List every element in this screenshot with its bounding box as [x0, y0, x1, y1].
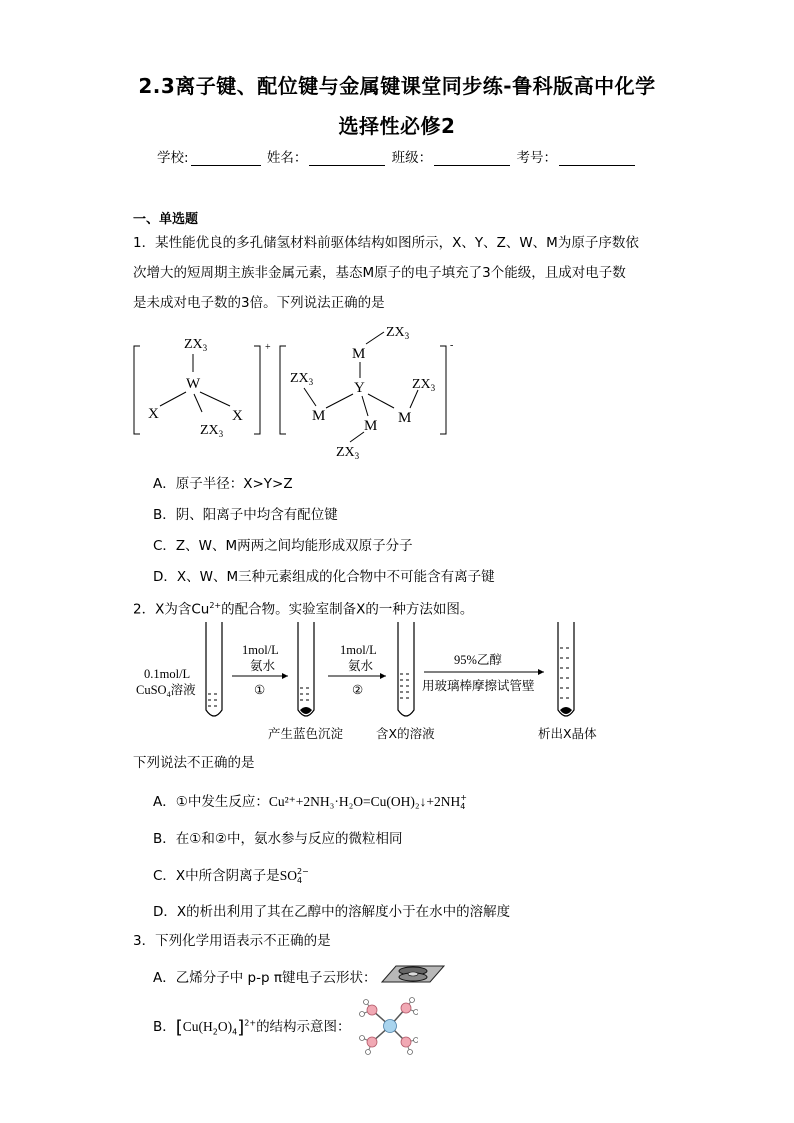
- q2-option-b[interactable]: B．在①和②中，氨水参与反应的微粒相同: [153, 831, 403, 847]
- section-heading: 一、单选题: [133, 212, 199, 227]
- start-solution-line1: 0.1mol/L: [144, 667, 191, 681]
- q2-stem-rest: 的配合物。实验室制备X的一种方法如图。: [221, 601, 474, 618]
- superscript: 2−: [296, 867, 309, 876]
- q1-stem-line: 1．某性能优良的多孔储氢材料前驱体结构如图所示，X、Y、Z、W、M为原子序数依: [133, 235, 639, 251]
- student-info-line: [0, 146, 794, 166]
- subscript: 3: [404, 331, 410, 341]
- q2-option-c-ion: SO: [279, 868, 297, 883]
- q3-option-b-label: B．: [153, 1019, 176, 1035]
- q2-option-a[interactable]: [153, 790, 467, 810]
- anion-group-top: ZX: [386, 325, 405, 340]
- subscript: 3: [308, 377, 314, 387]
- arrow1-reagent: 氨水: [250, 659, 276, 673]
- superscript: 2+: [209, 601, 222, 610]
- name-blank[interactable]: [309, 151, 385, 166]
- q3-option-a[interactable]: [153, 966, 376, 986]
- page-title-line1: 2.3离子键、配位键与金属键课堂同步练-鲁科版高中化学: [138, 74, 656, 98]
- q2-option-c[interactable]: [153, 864, 309, 884]
- pi-bond-electron-cloud-icon: [380, 962, 446, 986]
- cation-bottom-group: ZX: [200, 423, 219, 438]
- svg-text:ZX3: [336, 445, 360, 461]
- bracket-left: [: [175, 1017, 183, 1038]
- tube4-caption: 析出X晶体: [538, 726, 597, 741]
- name-label: 姓名：: [266, 150, 308, 166]
- anion-m-bottom: M: [364, 418, 378, 434]
- q2-stem-ion: Cu: [191, 601, 210, 618]
- q2-option-c-text: C．X中所含阴离子是: [153, 868, 280, 884]
- q2-lead: 下列说法不正确的是: [133, 755, 255, 771]
- class-label: 班级：: [391, 150, 433, 166]
- q3-option-b[interactable]: [153, 1015, 351, 1038]
- q1-option-a[interactable]: A．原子半径：X>Y>Z: [153, 476, 293, 492]
- anion-group-bottom: ZX: [336, 445, 355, 460]
- anion-group-right: ZX: [412, 377, 431, 392]
- subscript: 4: [460, 802, 466, 811]
- q2-procedure-diagram: [136, 618, 616, 748]
- q1-stem-line: 是未成对电子数的3倍。下列说法正确的是: [133, 295, 385, 311]
- subscript: 4: [166, 690, 171, 699]
- anion-m-left: M: [312, 408, 326, 424]
- cu-h2o-complex-model-icon: [358, 996, 418, 1058]
- arrow1-reagent-conc: 1mol/L: [242, 643, 279, 657]
- svg-text:ZX3: [386, 325, 410, 341]
- q1-stem-line: 次增大的短周期主族非金属元素，基态M原子的电子填充了3个能级，且成对电子数: [133, 265, 626, 281]
- arrow2-step: ②: [352, 683, 364, 697]
- q3-option-a-text: A．乙烯分子中 p-p π键电子云形状：: [153, 970, 377, 986]
- test-tube-1: [206, 622, 222, 716]
- arrow3-operation: 用玻璃棒摩擦试管壁: [422, 679, 535, 693]
- anion-m-top: M: [352, 346, 366, 362]
- q3-formula-part1: Cu(H: [182, 1019, 213, 1034]
- subscript: 4: [232, 1027, 238, 1037]
- q2-stem-text: 2．X为含: [133, 601, 192, 618]
- anion-center-atom: Y: [354, 380, 365, 396]
- q2-option-a-equation: Cu²⁺+2NH₃·H₂O=Cu(OH)₂↓+2NH: [268, 794, 461, 809]
- exam-no-blank[interactable]: [559, 151, 635, 166]
- arrow2-reagent-conc: 1mol/L: [340, 643, 377, 657]
- cation-top-group: ZX: [184, 337, 203, 352]
- superscript: +: [460, 793, 467, 802]
- cation-left-atom: X: [148, 406, 159, 422]
- q1-option-b[interactable]: B．阴、阳离子中均含有配位键: [153, 507, 338, 523]
- bracket-right: ]: [237, 1017, 245, 1038]
- q2-option-d[interactable]: D．X的析出利用了其在乙醇中的溶解度小于在水中的溶解度: [153, 904, 511, 920]
- subscript: 2: [212, 1027, 218, 1037]
- svg-text:ZX3: [290, 371, 314, 387]
- tube2-caption: 产生蓝色沉淀: [268, 726, 344, 741]
- svg-text:ZX3: [412, 377, 436, 393]
- q2-option-a-text: A．①中发生反应：: [153, 794, 269, 810]
- start-solution-line2: CuSO: [136, 683, 167, 697]
- test-tube-3: [398, 622, 414, 716]
- svg-text:ZX3: [184, 337, 208, 353]
- q3-formula-part2: O): [217, 1019, 233, 1034]
- superscript: 2+: [244, 1018, 257, 1028]
- start-solution-tail: 溶液: [170, 683, 196, 697]
- subscript: 3: [218, 429, 224, 439]
- exam-no-label: 考号：: [516, 150, 557, 166]
- anion-group-left: ZX: [290, 371, 309, 386]
- cation-charge: +: [265, 342, 271, 353]
- arrow3-reagent: 95%乙醇: [454, 653, 502, 667]
- school-label: 学校:: [157, 150, 189, 166]
- cation-center-atom: W: [186, 376, 201, 392]
- q1-stem: [133, 228, 673, 318]
- q3-stem: 3．下列化学用语表示不正确的是: [133, 933, 331, 949]
- arrow2-reagent: 氨水: [348, 659, 374, 673]
- subscript: 3: [430, 383, 436, 393]
- tube3-caption: 含X的溶液: [376, 726, 435, 741]
- school-blank[interactable]: [191, 151, 261, 166]
- q1-option-d[interactable]: D．X、W、M三种元素组成的化合物中不可能含有离子键: [153, 569, 495, 585]
- subscript: 3: [202, 343, 208, 353]
- q3-option-b-text: 的结构示意图：: [256, 1019, 351, 1035]
- test-tube-4: [558, 622, 574, 716]
- subscript: 4: [296, 876, 303, 885]
- arrow1-step: ①: [254, 683, 266, 697]
- q1-structure-diagram: [128, 318, 458, 466]
- q1-option-c[interactable]: C．Z、W、M两两之间均能形成双原子分子: [153, 538, 413, 554]
- svg-text:ZX3: [200, 423, 224, 439]
- page-title-line2: 选择性必修2: [338, 114, 456, 138]
- test-tube-2: [298, 622, 314, 716]
- subscript: 3: [354, 451, 360, 461]
- anion-charge: -: [450, 340, 454, 351]
- class-blank[interactable]: [434, 151, 510, 166]
- svg-text:CuSO4溶液: [136, 682, 196, 699]
- anion-m-right: M: [398, 410, 412, 426]
- cation-right-atom: X: [232, 408, 243, 424]
